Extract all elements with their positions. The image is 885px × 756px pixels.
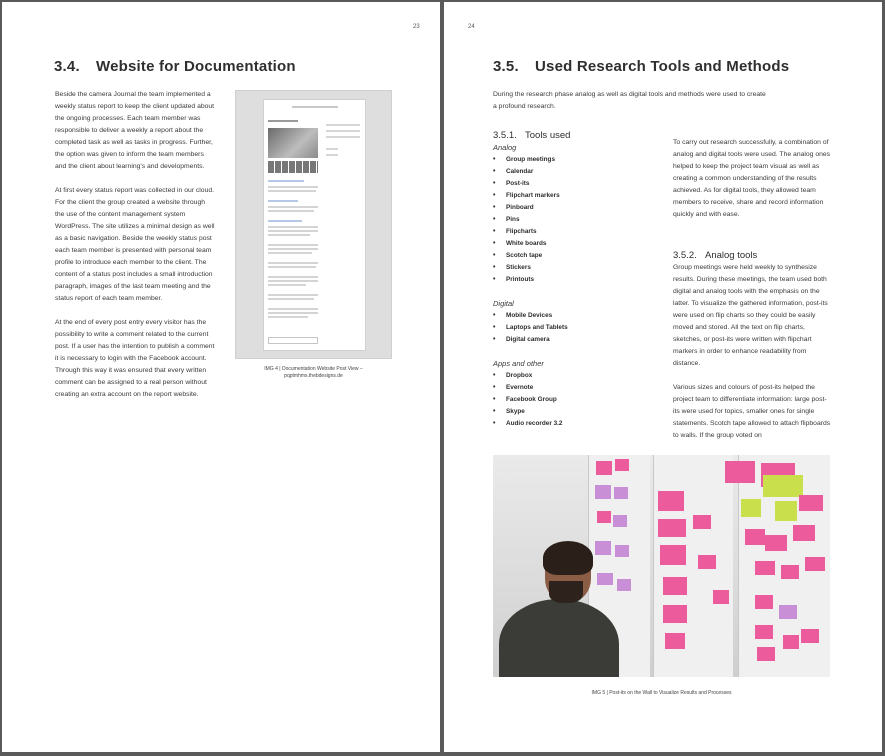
- list-item: • Facebook Group: [493, 394, 663, 406]
- website-page-thumbnail: [263, 99, 366, 351]
- paragraph: Group meetings were held weekly to synthesize results. During these meetings, the team used both digital and analog tools with the emphasis on the latter. To visualize the gathered information, post-its were used on flip charts so they could be easily moved and stored. All the text on flip charts, sketches, or post-its were written with flipchart markers in order to enhance readability from distance.: [673, 264, 828, 367]
- subheading-title: Tools used: [525, 130, 571, 141]
- list-item: • Pinboard: [493, 202, 663, 214]
- list-item: • Group meetings: [493, 154, 663, 166]
- list-item: • Flipcharts: [493, 226, 663, 238]
- subheading-tools-used: [493, 130, 570, 141]
- group-title: Analog: [493, 143, 517, 152]
- list-item: • Skype: [493, 406, 663, 418]
- image-caption: [235, 366, 392, 380]
- section-heading-3-5: [493, 58, 789, 75]
- section-heading-3-4: [54, 58, 296, 75]
- list-item: • Laptops and Tablets: [493, 322, 663, 334]
- tool-group-digital: [493, 298, 663, 346]
- list-item: • Printouts: [493, 274, 663, 286]
- photo-caption: IMG 5 | Post-its on the Wall to Visualize Results and Processes: [591, 690, 732, 696]
- heading-title: Website for Documentation: [96, 58, 296, 75]
- list-item: • Post-its: [493, 178, 663, 190]
- subheading-number: 3.5.1.: [493, 130, 517, 141]
- heading-title: Used Research Tools and Methods: [535, 58, 790, 75]
- page-number: 23: [413, 24, 420, 30]
- paragraph: At the end of every post entry every visitor has the possibility to write a comment related to the current post. If a user has the intention to publish a comment it is necessary to login with the Facebook account. Through this way it was ensured that every written comment can be assigned to a real person without creating an extra account on the report website.: [55, 319, 215, 398]
- page-23: [2, 2, 440, 752]
- paragraph: Various sizes and colours of post-its helped the project team to differentiate information: large post-its were used for topics, smaller ones for single statements. Scotch tape allowed to attach flipboards to walls. If the group voted on: [673, 384, 831, 439]
- intro-text: During the research phase analog as well as digital tools and methods were used to create a profound research.: [493, 91, 766, 110]
- tools-paragraph: To carry out research successfully, a combination of analog and digital tools were used. The analog ones helped to keep the project team visual as well as creating a common understanding of the results achieved. As for digital tools, they allowed team members to receive, share and record information quickly and with ease.: [673, 139, 831, 218]
- list-item: • Stickers: [493, 262, 663, 274]
- subheading-analog-tools: [673, 250, 757, 261]
- list-item: • Calendar: [493, 166, 663, 178]
- heading-number: 3.4.: [54, 58, 80, 75]
- list-item: • Mobile Devices: [493, 310, 663, 322]
- list-item: • Flipchart markers: [493, 190, 663, 202]
- list-item: • White boards: [493, 238, 663, 250]
- caption-line: pqptmhms.thebdesigns.de: [284, 373, 343, 379]
- postit-wall-photo: [493, 455, 830, 677]
- list-item: • Pins: [493, 214, 663, 226]
- left-body-text: [55, 89, 215, 413]
- list-item: • Scotch tape: [493, 250, 663, 262]
- analog-text: [673, 262, 831, 454]
- page-24: [444, 2, 882, 752]
- tool-group-apps: [493, 358, 663, 430]
- list-item: • Digital camera: [493, 334, 663, 346]
- website-screenshot-image: [235, 90, 392, 359]
- caption-line: IMG 4 | Documentation Website Post View –: [264, 366, 363, 372]
- tool-list: [493, 370, 663, 430]
- page-number: 24: [468, 24, 475, 30]
- group-title: Apps and other: [493, 359, 544, 368]
- heading-number: 3.5.: [493, 58, 519, 75]
- tool-group-analog: [493, 142, 663, 286]
- subheading-title: Analog tools: [705, 250, 758, 261]
- tool-list: [493, 154, 663, 286]
- person-figure: [499, 545, 619, 677]
- tool-list: [493, 310, 663, 346]
- paragraph: At first every status report was collected in our cloud. For the client the group created a website through the use of the content management system WordPress. The site utilizes a minimal design as well as a basic navigation. Beside the weekly status post each team member is presented with personal team profile to introduce each member to the client. The content of a status post includes a small introduction paragraph, images of the last team meeting and the status report of each team member.: [55, 187, 215, 302]
- list-item: • Dropbox: [493, 370, 663, 382]
- list-item: • Audio recorder 3.2: [493, 418, 663, 430]
- paragraph: Beside the camera Journal the team implemented a weekly status report to keep the client updated about the ongoing processes. Each team member was responsible to deliver a weekly a report about the completed task as well as tasks in progress. Further, the option was given to inform the team members and the client about learning's and developments.: [55, 91, 215, 170]
- list-item: • Evernote: [493, 382, 663, 394]
- subheading-number: 3.5.2.: [673, 250, 697, 261]
- group-title: Digital: [493, 299, 514, 308]
